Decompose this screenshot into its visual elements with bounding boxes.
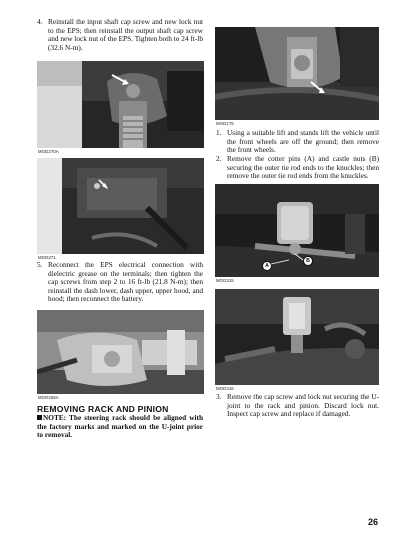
note xyxy=(37,414,203,440)
photo-lift xyxy=(215,27,379,120)
step-text: Reinstall the input shaft cap screw and new lock nut to the EPS; then reinstall the output shaft cap screw and new lock nut of the EPS. Tighten both to 24 ft-lb (32.6 N-m). xyxy=(48,17,203,52)
page-number: 26 xyxy=(368,517,379,527)
step-text: Remove the cotter pins (A) and castle nuts (B) securing the outer tie rod ends to the knuckles; then remove the outer tie rod ends from the knuckles. xyxy=(227,154,379,181)
photo-eps-connection xyxy=(37,158,204,254)
photo-rack-pinion xyxy=(37,310,204,394)
photo-code: MOD175 xyxy=(216,121,234,126)
step-number: 3. xyxy=(216,392,222,401)
photo-code: MOD315 xyxy=(216,278,234,283)
step-5 xyxy=(37,261,203,304)
step-number: 4. xyxy=(37,17,43,26)
step-number: 2. xyxy=(216,154,222,163)
section-heading: REMOVING RACK AND PINION xyxy=(37,404,169,414)
step-text: Reconnect the EPS electrical connection with dielectric grease on the terminals; then tighten the cap screws from step 2 to 16 ft-lb (21.8 N-m); then reinstall the dash lower, dash upper, upper hood, and hood; then reconnect the battery. xyxy=(48,260,203,304)
photo-code: MOD316 xyxy=(216,386,234,391)
step-text: Remove the cap screw and lock nut securing the U-joint to the rack and pinion. Discard lock nut. Inspect cap screw and replace if damaged. xyxy=(227,392,379,419)
photo-code: MOD269A xyxy=(38,395,59,400)
step-text: Using a suitable lift and stands lift the vehicle until the front wheels are off the ground; then remove the front wheels. xyxy=(227,128,379,155)
note-text: NOTE: The steering rack should be aligned with the factory marks and marked on the U-joint prior to removal. xyxy=(37,413,203,440)
note-bullet-icon xyxy=(37,415,42,420)
photo-code: MOD271 xyxy=(38,255,56,260)
step-number: 5. xyxy=(37,260,43,269)
step-2 xyxy=(216,155,379,181)
photo-u-joint xyxy=(215,289,379,385)
callout-b: B xyxy=(303,256,313,266)
step-1 xyxy=(216,129,379,155)
photo-eps-shaft xyxy=(37,61,204,148)
step-3 xyxy=(216,393,379,419)
photo-tie-rod xyxy=(215,184,379,277)
step-4 xyxy=(37,18,203,52)
step-number: 1. xyxy=(216,128,222,137)
photo-code: MOD270A xyxy=(38,149,59,154)
callout-a: A xyxy=(262,261,272,271)
